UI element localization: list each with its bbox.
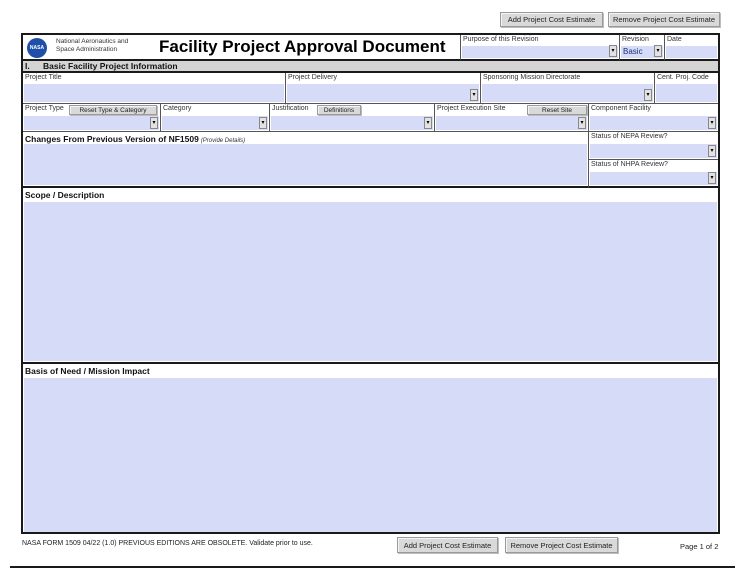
page-number: Page 1 of 2 [680, 542, 719, 551]
project-delivery-select[interactable] [287, 84, 479, 102]
scope-label: Scope / Description [25, 190, 105, 200]
execution-site-label: Project Execution Site [437, 105, 506, 112]
purpose-of-revision-field[interactable] [461, 35, 620, 61]
execution-site-select[interactable] [436, 116, 587, 130]
sponsoring-directorate-label: Sponsoring Mission Directorate [483, 74, 581, 81]
execution-site-dropdown-icon[interactable]: ▾ [578, 117, 586, 129]
date-label: Date [667, 36, 682, 43]
revision-value: Basic [623, 47, 643, 56]
scope-description-field[interactable] [23, 188, 718, 364]
justification-field[interactable] [270, 104, 435, 132]
nepa-dropdown-icon[interactable]: ▾ [708, 145, 716, 157]
remove-project-cost-estimate-button-top[interactable]: Remove Project Cost Estimate [608, 12, 720, 27]
form-footer-note: NASA FORM 1509 04/22 (1.0) PREVIOUS EDITIONS ARE OBSOLETE. Validate prior to use. [22, 540, 313, 547]
changes-label [25, 134, 245, 144]
changes-note: (Provide Details) [200, 138, 246, 144]
section-header-basic-info [23, 61, 718, 73]
project-type-label: Project Type [25, 105, 64, 112]
page-divider [10, 566, 735, 568]
changes-field[interactable] [23, 132, 589, 188]
project-execution-site-field[interactable] [435, 104, 589, 132]
reset-site-button[interactable]: Reset Site [527, 105, 587, 115]
nepa-review-field[interactable] [589, 132, 718, 160]
category-label: Category [163, 105, 192, 112]
nepa-label: Status of NEPA Review? [591, 133, 668, 140]
project-delivery-dropdown-icon[interactable]: ▾ [470, 89, 478, 101]
project-type-dropdown-icon[interactable]: ▾ [150, 117, 158, 129]
purpose-label: Purpose of this Revision [463, 36, 539, 43]
reset-type-category-button[interactable]: Reset Type & Category [69, 105, 157, 115]
nhpa-review-field[interactable] [589, 160, 718, 188]
revision-dropdown-icon[interactable]: ▾ [654, 45, 662, 57]
section-number: I. [25, 61, 30, 71]
project-delivery-field[interactable] [286, 73, 481, 104]
category-select[interactable] [162, 116, 268, 130]
basis-label: Basis of Need / Mission Impact [25, 366, 150, 376]
agency-line-1: National Aeronautics and [56, 38, 129, 45]
component-facility-label: Component Facility [591, 105, 651, 112]
facility-project-form [21, 33, 720, 534]
add-project-cost-estimate-button-top[interactable]: Add Project Cost Estimate [500, 12, 603, 27]
nhpa-dropdown-icon[interactable]: ▾ [708, 172, 716, 184]
project-title-input[interactable] [24, 84, 284, 102]
purpose-dropdown-icon[interactable]: ▾ [609, 45, 617, 57]
nepa-select[interactable] [590, 144, 717, 158]
project-title-field[interactable] [23, 73, 286, 104]
purpose-input[interactable] [462, 46, 618, 58]
date-input[interactable] [666, 46, 717, 58]
nhpa-select[interactable] [590, 172, 717, 185]
form-header [23, 35, 461, 61]
nasa-logo-icon [27, 38, 47, 58]
revision-label: Revision [622, 36, 649, 43]
justification-select[interactable] [271, 116, 433, 130]
cent-proj-code-label: Cent. Proj. Code [657, 74, 709, 81]
agency-name [56, 38, 128, 54]
cent-proj-code-input[interactable] [656, 84, 717, 102]
page-title: Facility Project Approval Document [159, 37, 446, 56]
component-facility-field[interactable] [589, 104, 718, 132]
nasa-logo-text: NASA [29, 45, 45, 51]
changes-textarea[interactable] [24, 144, 587, 185]
changes-label-text: Changes From Previous Version of NF1509 [25, 134, 199, 144]
revision-field[interactable] [620, 35, 665, 61]
component-facility-dropdown-icon[interactable]: ▾ [708, 117, 716, 129]
category-field[interactable] [161, 104, 270, 132]
basis-textarea[interactable] [24, 378, 717, 532]
category-dropdown-icon[interactable]: ▾ [259, 117, 267, 129]
definitions-button[interactable]: Definitions [317, 105, 361, 115]
scope-textarea[interactable] [24, 202, 717, 361]
agency-line-2: Space Administration [56, 46, 118, 53]
nhpa-label: Status of NHPA Review? [591, 161, 668, 168]
sponsoring-directorate-field[interactable] [481, 73, 655, 104]
justification-label: Justification [272, 105, 309, 112]
project-type-field[interactable] [23, 104, 161, 132]
project-type-select[interactable] [24, 116, 159, 130]
sponsoring-directorate-dropdown-icon[interactable]: ▾ [644, 89, 652, 101]
project-delivery-label: Project Delivery [288, 74, 338, 81]
component-facility-select[interactable] [590, 116, 717, 130]
justification-dropdown-icon[interactable]: ▾ [424, 117, 432, 129]
section-title: Basic Facility Project Information [43, 61, 178, 71]
sponsoring-directorate-select[interactable] [482, 84, 653, 102]
date-field[interactable] [665, 35, 718, 61]
add-project-cost-estimate-button-bottom[interactable]: Add Project Cost Estimate [397, 537, 498, 553]
basis-of-need-field[interactable] [23, 364, 718, 532]
cent-proj-code-field[interactable] [655, 73, 718, 104]
project-title-label: Project Title [25, 74, 62, 81]
remove-project-cost-estimate-button-bottom[interactable]: Remove Project Cost Estimate [505, 537, 618, 553]
